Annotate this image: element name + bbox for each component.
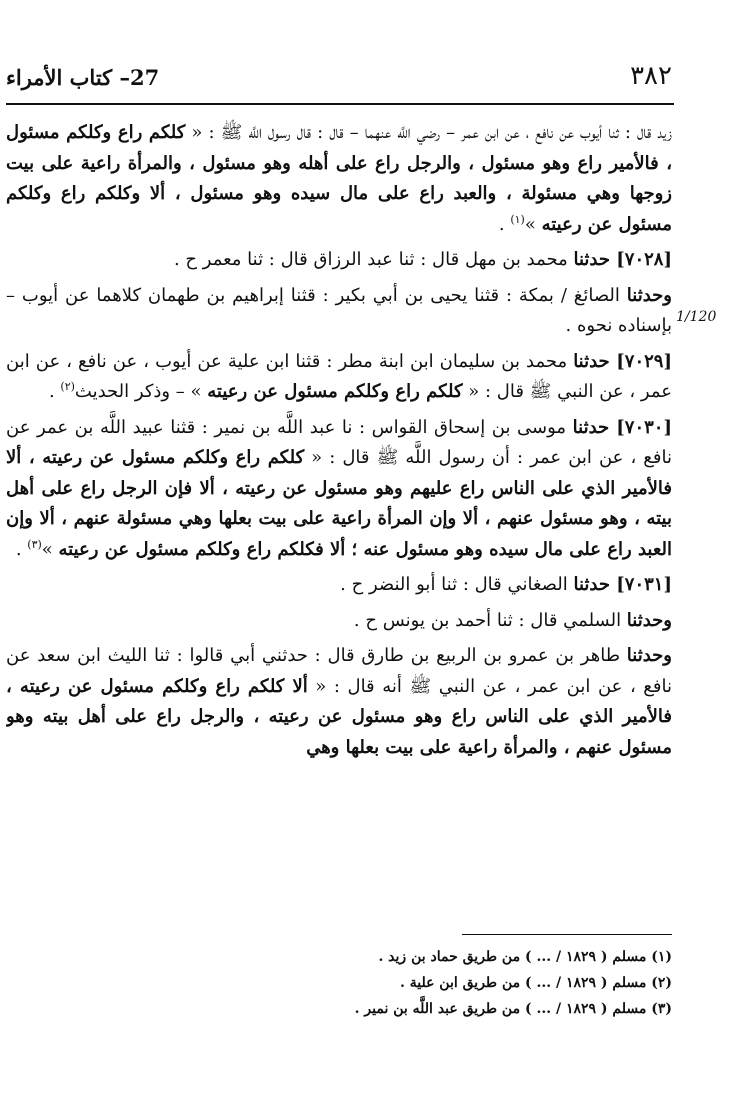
text-run: الصغاني قال : ثنا أبو النضر ح . <box>340 574 574 595</box>
bold-text: [٧٠٣١] حدثنا <box>573 574 672 595</box>
text-run: . <box>15 538 28 560</box>
text-run: موسى بن إسحاق القواس : نا عبد اللَّه بن نمير : قثنا عبيد اللَّه بن عمر عن نافع ، عن ابن عمر : أن رسول اللَّه ﷺ قال : « <box>6 416 672 468</box>
footnote-2: (٢) مسلم ( ١٨٢٩ / ... ) من طريق ابن علية . <box>399 975 672 991</box>
bold-text: [٧٠٣٠] حدثنا <box>572 416 672 438</box>
text-run: الصائغ / بمكة : قثنا يحيى بن أبي بكير : قثنا إبراهيم بن طهمان كلاهما عن أيوب – بإسناده نحوه . <box>6 284 672 336</box>
margin-folio-reference: 1/120 <box>676 309 717 325</box>
text-run: محمد بن سليمان ابن ابنة مطر : قثنا ابن علية عن أيوب ، عن نافع ، عن ابن عمر ، عن النبي ﷺ قال : « <box>6 350 672 402</box>
bold-text: [٧٠٢٩] حدثنا <box>573 350 672 372</box>
footnote-ref: (٣) <box>27 537 42 551</box>
page-header <box>0 58 672 98</box>
text-run: طاهر بن عمرو بن الربيع بن طارق قال : حدثني أبي قالوا : ثنا الليث ابن سعد عن نافع ، عن ابن عمر ، عن النبي ﷺ أنه قال : « <box>6 645 672 697</box>
paragraph <box>6 641 672 763</box>
text-run: » <box>524 213 542 235</box>
bold-text: كلكم راع وكلكم مسئول ، فالأمير راع وهو مسئول ، والرجل راع على أهله وهو مسئول ، والمرأة راعية على بيت زوجها وهي مسئولة ، والعبد راع على مال سيده وهو مسئول ، ألا وكلكم راع وكلكم مسئول عن رعيته <box>6 122 672 235</box>
paragraph <box>6 347 672 408</box>
footnote-divider <box>462 934 672 935</box>
text-run: . <box>48 381 61 402</box>
header-divider <box>6 103 674 105</box>
text-run: السلمي قال : ثنا أحمد بن يونس ح . <box>353 609 627 631</box>
text-run: » – وذكر الحديث <box>74 381 208 402</box>
bold-text: وحدثنا <box>626 284 672 306</box>
body-text <box>6 118 672 926</box>
bold-text: كلكم راع وكلكم مسئول عن رعيته <box>207 381 463 402</box>
bold-text: كلكم راع وكلكم مسئول عن رعيته ، ألا فالأمير الذي على الناس راع عليهم وهو مسئول عن رعيته ، ألا فإن الرجل راع على أهل بيته ، وهو مسئول عنهم ، ألا وإن المرأة راعية على بيت بعلها وهي مسئولة عنهم ، ألا وإن العبد راع على مال سيده وهو مسئول عنه ؛ ألا فكلكم راع وكلكم مسئول عن رعيته <box>6 447 672 560</box>
bold-text: ألا كلكم راع وكلكم مسئول عن رعيته ، فالأمير الذي على الناس راع وهو مسئول عن رعيته ، والرجل راع على أهل بيته وهو مسئول عنهم ، والمرأة راعية على بيت بعلها وهي <box>6 675 672 758</box>
page-number: ٣٨٢ <box>630 61 672 91</box>
paragraph <box>6 413 672 566</box>
paragraph <box>6 281 672 342</box>
bold-text: [٧٠٢٨] حدثنا <box>573 249 672 270</box>
footnotes <box>6 944 672 1044</box>
paragraph <box>6 570 672 601</box>
footnote-1: (١) مسلم ( ١٨٢٩ / ... ) من طريق حماد بن زيد . <box>378 949 672 965</box>
text-run: محمد بن مهل قال : ثنا عبد الرزاق قال : ثنا معمر ح . <box>173 249 574 270</box>
footnote-3: (٣) مسلم ( ١٨٢٩ / ... ) من طريق عبد اللَّه بن نمير . <box>354 1001 672 1017</box>
chapter-title: 27– كتاب الأمراء <box>6 65 160 90</box>
paragraph <box>6 606 672 637</box>
text-run: . <box>498 213 511 235</box>
text-run: » <box>41 538 59 560</box>
bold-text: وحدثنا <box>626 609 672 631</box>
paragraph <box>6 118 672 240</box>
text-run: زيد قال : ثنا أيوب عن نافع ، عن ابن عمر – رضي اللَّه عنهما – قال : قال رسول اللَّه ﷺ : « <box>185 122 672 143</box>
footnote-ref: (١) <box>510 212 525 226</box>
bold-text: وحدثنا <box>626 645 672 666</box>
paragraph <box>6 245 672 276</box>
footnote-ref: (٢) <box>60 380 75 393</box>
